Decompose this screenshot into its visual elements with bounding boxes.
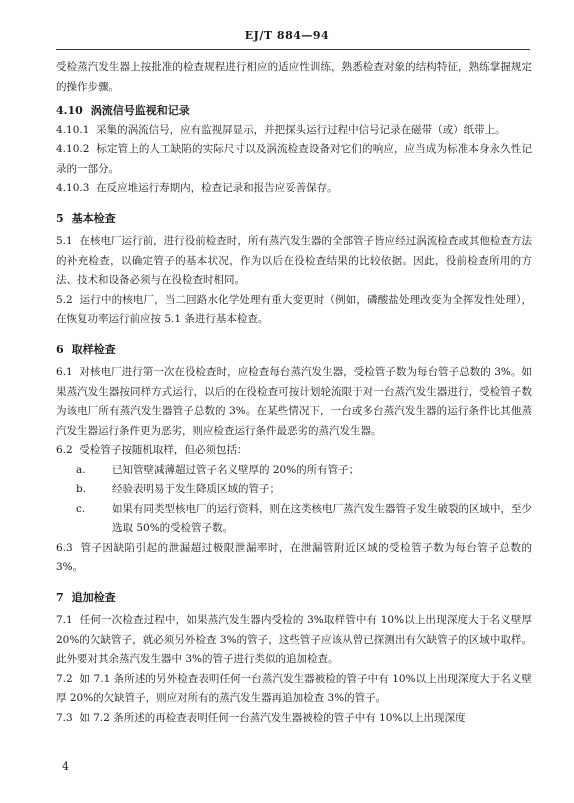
section-heading-4-10 <box>56 101 532 121</box>
clause-6-2 <box>56 441 532 461</box>
clause-number: 5.2 <box>56 293 73 306</box>
clause-number: 4.10.2 <box>56 143 90 155</box>
clause-number: 6.3 <box>56 541 73 554</box>
standard-code-header: EJ/T 884—94 <box>244 29 330 42</box>
clause-4-10-1 <box>56 121 532 141</box>
page-body <box>56 58 532 728</box>
list-item-text: 如果有同类型核电厂的运行资料，则在这类核电厂蒸汽发生器管子发生破裂的区域中，至少选取 50%的受检管子数。 <box>112 502 532 534</box>
clause-number: 7.1 <box>56 614 73 626</box>
section-heading-6 <box>56 340 532 360</box>
list-item <box>56 480 532 500</box>
clause-number: 7.2 <box>56 672 73 685</box>
clause-text: 在反应堆运行寿期内，检查记录和报告应妥善保存。 <box>96 182 338 194</box>
intro-paragraph: 受检蒸汽发生器上按批准的检查规程进行相应的适应性训练，熟悉检查对象的结构特征，熟练掌握规定的操作步骤。 <box>56 61 532 93</box>
clause-text: 在核电厂运行前，进行役前检查时，所有蒸汽发生器的全部管子皆应经过涡流检查或其他检查方法的补充检查，以确定管子的基本状况，作为以后在役检查结果的比较依据。因此，役前检查所用的方法、技术和设备必须与在役检查时相同。 <box>56 235 532 286</box>
clause-text: 受检管子按随机取样，但必须包括： <box>79 444 248 456</box>
clause-7-3 <box>56 709 532 729</box>
clause-text: 采集的涡流信号，应有监视屏显示，并把探头运行过程中信号记录在磁带（或）纸带上。 <box>96 123 506 136</box>
list-item <box>56 461 532 481</box>
section-title: 追加检查 <box>71 590 116 604</box>
section-title: 取样检查 <box>71 342 116 356</box>
list-item-label: c. <box>76 502 86 515</box>
section-number: 5 <box>56 211 64 225</box>
section-number: 4.10 <box>56 104 83 117</box>
clause-number: 6.2 <box>56 444 73 456</box>
clause-text: 管子因缺陷引起的泄漏超过极限泄漏率时，在泄漏管附近区域的受检管子数为每台管子总数的 3%。 <box>56 541 532 573</box>
clause-text: 如 7.1 条所述的另外检查表明任何一台蒸汽发生器被检的管子中有 10%以上出现深度大于名义壁厚 20%的欠缺管子，则应对所有的蒸汽发生器再追加检查 3%的管子。 <box>56 672 532 704</box>
clause-4-10-3 <box>56 179 532 199</box>
list-item-label: b. <box>76 483 87 495</box>
clause-4-10-2 <box>56 140 532 179</box>
list-item <box>56 500 532 539</box>
section-title: 涡流信号监视和记录 <box>90 104 190 117</box>
clause-6-1 <box>56 363 532 441</box>
section-heading-5 <box>56 209 532 229</box>
section-title: 基本检查 <box>71 211 116 225</box>
clause-number: 5.1 <box>56 235 73 247</box>
clause-text: 如 7.2 条所述的再检查表明任何一台蒸汽发生器被检的管子中有 10%以上出现深度 <box>79 711 466 724</box>
clause-number: 4.10.1 <box>56 123 90 136</box>
list-item-label: a. <box>76 463 86 476</box>
section-number: 7 <box>56 590 64 604</box>
section-number: 6 <box>56 342 64 356</box>
clause-5-1 <box>56 232 532 291</box>
clause-number: 4.10.3 <box>56 182 90 194</box>
clause-number: 7.3 <box>56 711 73 724</box>
clause-7-1 <box>56 611 532 670</box>
clause-text: 标定管上的人工缺陷的实际尺寸以及涡流检查设备对它们的响应，应当成为标准本身永久性记录的一部分。 <box>56 143 532 175</box>
clause-6-3 <box>56 539 532 578</box>
header-rule <box>56 49 530 50</box>
clause-number: 6.1 <box>56 366 73 378</box>
clause-text: 运行中的核电厂，当二回路水化学处理有重大变更时（例如，磷酸盐处理改变为全挥发性处理），在恢复功率运行前应按 5.1 条进行基本检查。 <box>56 293 532 325</box>
clause-7-2 <box>56 670 532 709</box>
clause-5-2 <box>56 291 532 330</box>
list-item-text: 已知管壁减薄超过管子名义壁厚的 20%的所有管子； <box>112 463 360 476</box>
section-heading-7 <box>56 588 532 608</box>
clause-text: 任何一次检查过程中，如果蒸汽发生器内受检的 3%取样管中有 10%以上出现深度大于名义壁厚 20%的欠缺管子，就必须另外检查 3%的管子，这些管子应该从曾已探测出有欠缺管子的区域中取样。此外要对其余蒸汽发生器中 3%的管子进行类似的追加检查。 <box>56 614 532 665</box>
page-number: 4 <box>62 760 69 773</box>
clause-text: 对核电厂进行第一次在役检查时，应检查每台蒸汽发生器，受检管子数为每台管子总数的 3%。如果蒸汽发生器按同样方式运行，以后的在役检查可按计划轮流限于对一台蒸汽发生器进行，受检管子数为该电厂所有蒸汽发生器管子总数的 3%。在某些情况下，一台或多台蒸汽发生器的运行条件比其他蒸汽发生器运行条件更为恶劣，则应检查运行条件最恶劣的蒸汽发生器。 <box>56 366 532 437</box>
list-item-text: 经验表明易于发生降质区域的管子； <box>112 483 280 495</box>
